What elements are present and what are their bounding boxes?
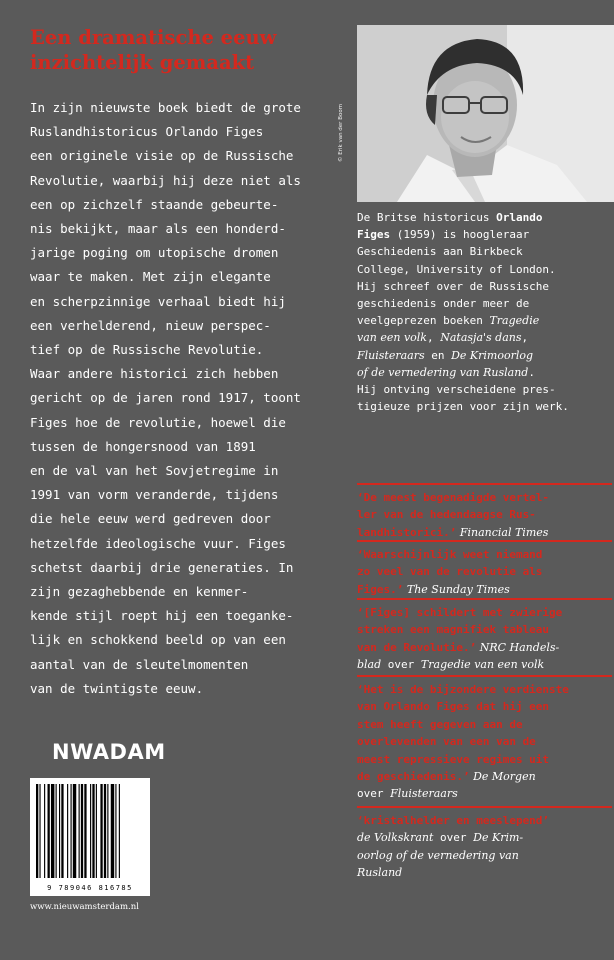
publisher-logo: NWADAM	[52, 740, 166, 764]
quote-text: landhistorici.’	[357, 525, 457, 539]
bio-text: Hij schreef over de Russische	[357, 279, 550, 293]
bio-text: Geschiedenis aan Birkbeck	[357, 245, 523, 259]
photo-credit: © Erik van der Boom	[338, 103, 344, 162]
blurb-line: een verhelderend, nieuw perspec-	[30, 317, 271, 333]
bio-text: geschiedenis onder meer de	[357, 297, 530, 311]
author-name: Orlando	[496, 211, 543, 224]
bio-text: tigieuze prijzen voor zijn werk.	[357, 400, 569, 414]
review-quote	[357, 604, 612, 674]
bio-text: ,	[426, 331, 441, 345]
blurb-text	[30, 96, 330, 701]
review-quote	[357, 546, 612, 598]
quote-source: The Sunday Times	[403, 582, 510, 596]
quote-divider	[357, 483, 612, 485]
blurb-line: Waar andere historici zich hebben	[30, 366, 279, 382]
review-quote	[357, 812, 612, 882]
review-quote	[357, 489, 612, 541]
blurb-line: Revolutie, waarbij hij deze niet als	[30, 172, 301, 188]
headline-line: inzichtelijk gemaakt	[30, 51, 255, 74]
quote-divider	[357, 540, 612, 542]
quote-text: ‘De meest begenadigde vertel-	[357, 491, 550, 504]
blurb-line: lijk en schokkend beeld op van een	[30, 632, 286, 648]
bio-text: ,	[521, 331, 529, 345]
quote-text: van Orlando Figes dat hij een	[357, 700, 550, 714]
blurb-line: en de val van het Sovjetregime in	[30, 463, 279, 479]
blurb-line: en scherpzinnige verhaal biedt hij	[30, 293, 286, 309]
quote-divider	[357, 675, 612, 677]
blurb-line: kende stijl roept hij een toeganke-	[30, 608, 294, 624]
quote-text: Figes.’	[357, 582, 404, 596]
author-name: Figes	[357, 228, 391, 242]
quote-text: ler van de hedendaagse Rus-	[357, 508, 536, 522]
quote-source: over	[381, 658, 421, 672]
headline	[30, 25, 350, 75]
blurb-line: Ruslandhistoricus Orlando Figes	[30, 124, 264, 140]
blurb-line: jarige poging om utopische dromen	[30, 245, 279, 261]
quote-source: blad	[357, 658, 382, 672]
barcode	[30, 778, 150, 896]
quote-source: Tragedie van een volk	[420, 658, 545, 672]
bio-text: (1959) is hoogleraar	[390, 228, 530, 242]
quote-text: ‘Het is de bijzondere verdienste	[357, 683, 569, 696]
bio-text: Hij ontving verscheidene pres-	[357, 383, 556, 397]
quote-text: overlevenden van een van de	[357, 735, 536, 749]
quote-source: De Morgen	[469, 770, 536, 784]
quote-source: Financial Times	[456, 525, 549, 539]
quote-source: Rusland	[357, 866, 403, 880]
quote-source: De Krim-	[473, 831, 524, 845]
quote-source: over	[433, 831, 474, 845]
bio-text: College, University of London.	[357, 262, 556, 276]
bio-text: en	[424, 348, 452, 362]
blurb-line: tussen de hongersnood van 1891	[30, 438, 256, 454]
blurb-line: hetzelfde ideologische vuur. Figes	[30, 535, 286, 551]
author-photo	[357, 25, 614, 202]
book-title: Natasja's dans	[440, 331, 522, 345]
blurb-line: 1991 van vorm veranderde, tijdens	[30, 487, 279, 503]
quote-text: de geschiedenis.’	[357, 770, 470, 784]
quote-text: stem heeft gegeven aan de	[357, 717, 523, 731]
book-title: of de vernedering van Rusland	[357, 365, 529, 379]
book-title: van een volk	[357, 331, 427, 345]
quote-divider	[357, 806, 612, 808]
quote-text: ‘[Figes] schildert met zwierige	[357, 606, 563, 619]
quote-text: zo veel van de revolutie als	[357, 565, 543, 579]
blurb-line: een originele visie op de Russische	[30, 148, 294, 164]
blurb-line: nis bekijkt, maar als een honderd-	[30, 221, 286, 237]
blurb-line: schetst daarbij drie generaties. In	[30, 559, 294, 575]
blurb-line: van de twintigste eeuw.	[30, 680, 204, 696]
quote-divider	[357, 598, 612, 600]
book-title: De Krimoorlog	[451, 348, 534, 362]
quote-text: ‘Waarschijnlijk weet niemand	[357, 548, 543, 561]
quote-text: streken een magnifiek tableau	[357, 623, 550, 637]
quote-text: ‘kristalhelder en meeslepend’	[357, 814, 550, 827]
quote-text: meest repressieve regimes uit	[357, 752, 550, 766]
headline-line: Een dramatische eeuw	[30, 26, 277, 49]
quote-source: over	[357, 787, 391, 801]
blurb-line: zijn gezaghebbende en kenmer-	[30, 584, 249, 600]
quote-text: van de Revolutie.’	[357, 640, 477, 654]
quote-source: Fluisteraars	[390, 787, 458, 801]
blurb-line: gericht op de jaren rond 1917, toont	[30, 390, 301, 406]
blurb-line: In zijn nieuwste boek biedt de grote	[30, 100, 301, 115]
review-quote	[357, 681, 612, 803]
publisher-website: www.nieuwamsterdam.nl	[30, 902, 139, 912]
quote-source: NRC Handels-	[476, 640, 560, 654]
bio-text: veelgeprezen boeken	[357, 314, 490, 328]
bio-text: De Britse historicus	[357, 211, 497, 224]
blurb-line: waar te maken. Met zijn elegante	[30, 269, 271, 285]
author-bio	[357, 209, 607, 415]
blurb-line: Figes hoe de revolutie, hoewel die	[30, 414, 286, 430]
blurb-line: aantal van de sleutelmomenten	[30, 656, 249, 672]
bio-text: .	[528, 365, 535, 379]
blurb-line: een op zichzelf staande gebeurte-	[30, 196, 279, 212]
blurb-line: tief op de Russische Revolutie.	[30, 342, 264, 358]
blurb-line: die hele eeuw werd gedreven door	[30, 511, 271, 527]
isbn-number: 9 789046 816785	[47, 884, 133, 892]
quote-source: de Volkskrant	[357, 831, 434, 845]
book-title: Tragedie	[489, 314, 540, 328]
quote-source: oorlog of de vernedering van	[357, 848, 519, 862]
book-title: Fluisteraars	[357, 348, 425, 362]
